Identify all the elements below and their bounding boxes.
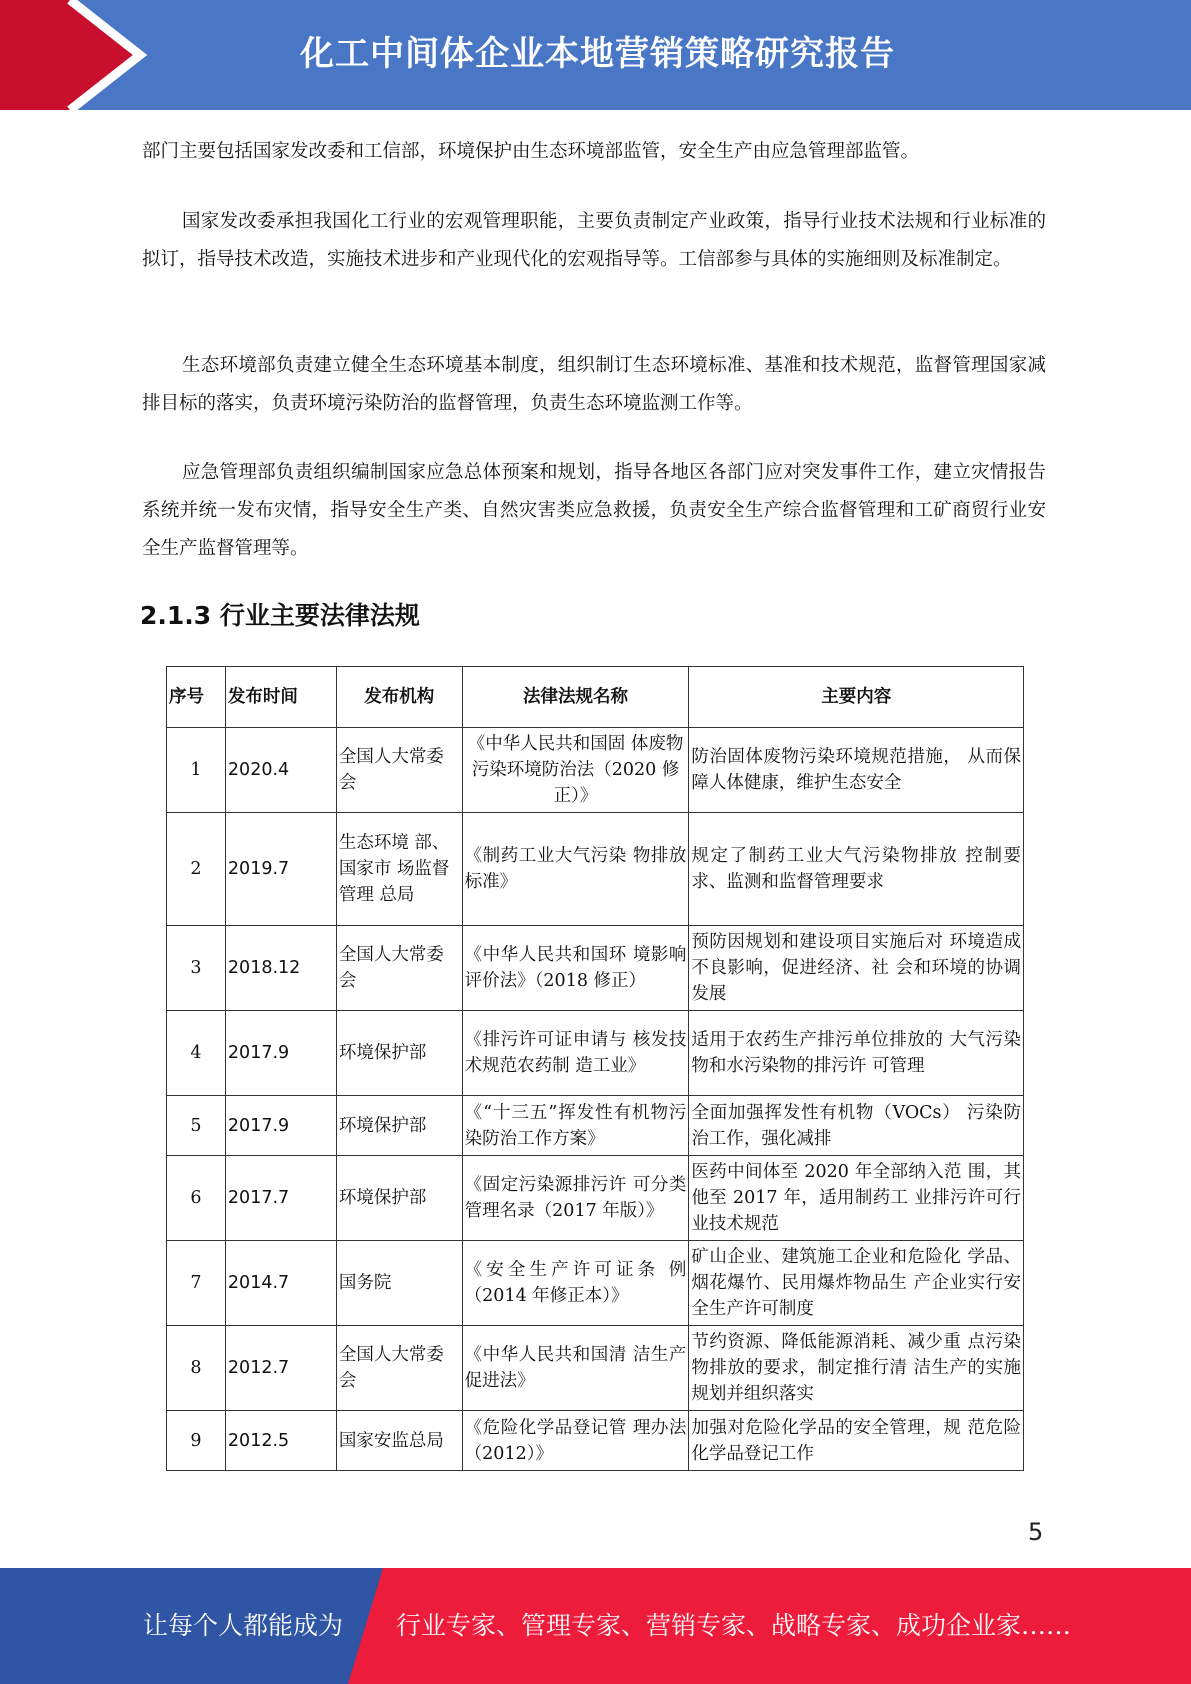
cell-no: 8	[167, 1326, 226, 1411]
table-row	[167, 1096, 1024, 1156]
cell-content: 加强对危险化学品的安全管理，规 范危险化学品登记工作	[689, 1411, 1024, 1471]
cell-date: 2012.7	[225, 1326, 336, 1411]
table-row	[167, 813, 1024, 926]
cell-date: 2017.7	[225, 1156, 336, 1241]
cell-issuer: 国务院	[336, 1241, 462, 1326]
cell-content: 适用于农药生产排污单位排放的 大气污染物和水污染物的排污许 可管理	[689, 1011, 1024, 1096]
cell-no: 3	[167, 926, 226, 1011]
cell-issuer: 全国人大常委会	[336, 926, 462, 1011]
cell-issuer: 环境保护部	[336, 1096, 462, 1156]
cell-issuer: 环境保护部	[336, 1156, 462, 1241]
header-issuer: 发布机构	[336, 667, 462, 728]
cell-name: 《“十三五”挥发性有机物污染防治工作方案》	[462, 1096, 689, 1156]
table-row	[167, 926, 1024, 1011]
cell-name: 《排污许可证申请与 核发技术规范农药制 造工业》	[462, 1011, 689, 1096]
cell-name: 《安全生产许可证条 例（2014 年修正本）》	[462, 1241, 689, 1326]
header-content: 主要内容	[689, 667, 1024, 728]
cell-date: 2020.4	[225, 728, 336, 813]
cell-content: 防治固体废物污染环境规范措施， 从而保障人体健康，维护生态安全	[689, 728, 1024, 813]
cell-no: 7	[167, 1241, 226, 1326]
cell-no: 5	[167, 1096, 226, 1156]
cell-name: 《制药工业大气污染 物排放标准》	[462, 813, 689, 926]
cell-issuer: 全国人大常委会	[336, 728, 462, 813]
paragraph-2: 国家发改委承担我国化工行业的宏观管理职能，主要负责制定产业政策，指导行业技术法规和行业标准的拟订，指导技术改造，实施技术进步和产业现代化的宏观指导等。工信部参与具体的实施细则及标准制定。	[142, 211, 1046, 270]
table-row	[167, 1241, 1024, 1326]
cell-name: 《固定污染源排污许 可分类管理名录（2017 年版）》	[462, 1156, 689, 1241]
cell-no: 2	[167, 813, 226, 926]
cell-no: 4	[167, 1011, 226, 1096]
paragraph-1: 部门主要包括国家发改委和工信部，环境保护由生态环境部监管，安全生产由应急管理部监管。	[142, 141, 920, 162]
cell-date: 2019.7	[225, 813, 336, 926]
page-number: 5	[1028, 1518, 1044, 1546]
cell-content: 规定了制药工业大气污染物排放 控制要求、监测和监督管理要求	[689, 813, 1024, 926]
cell-issuer: 全国人大常委会	[336, 1326, 462, 1411]
footer-slogan-right: 行业专家、管理专家、营销专家、战略专家、成功企业家……	[396, 1611, 1072, 1640]
cell-name: 《中华人民共和国固 体废物污染环境防治法（2020 修正）》	[462, 728, 689, 813]
table-row	[167, 1156, 1024, 1241]
cell-name: 《中华人民共和国清 洁生产促进法》	[462, 1326, 689, 1411]
paragraph-3: 生态环境部负责建立健全生态环境基本制度，组织制订生态环境标准、基准和技术规范，监督管理国家减排目标的落实，负责环境污染防治的监督管理，负责生态环境监测工作等。	[142, 355, 1046, 414]
header-no: 序号	[167, 667, 226, 728]
cell-content: 矿山企业、建筑施工企业和危险化 学品、烟花爆竹、民用爆炸物品生 产企业实行安全生产许可制度	[689, 1241, 1024, 1326]
table-row	[167, 1411, 1024, 1471]
section-heading: 2.1.3 行业主要法律法规	[140, 601, 420, 630]
cell-issuer: 生态环境 部、国家市 场监督管理 总局	[336, 813, 462, 926]
cell-name: 《危险化学品登记管 理办法（2012）》	[462, 1411, 689, 1471]
cell-no: 1	[167, 728, 226, 813]
header-name: 法律法规名称	[462, 667, 689, 728]
header-date: 发布时间	[225, 667, 336, 728]
cell-content: 预防因规划和建设项目实施后对 环境造成不良影响，促进经济、社 会和环境的协调发展	[689, 926, 1024, 1011]
cell-issuer: 环境保护部	[336, 1011, 462, 1096]
table-row	[167, 728, 1024, 813]
cell-content: 医药中间体至 2020 年全部纳入范 围，其他至 2017 年，适用制药工 业排污许可行业技术规范	[689, 1156, 1024, 1241]
paragraph-4: 应急管理部负责组织编制国家应急总体预案和规划，指导各地区各部门应对突发事件工作，建立灾情报告系统并统一发布灾情，指导安全生产类、自然灾害类应急救援，负责安全生产综合监督管理和工矿商贸行业安全生产监督管理等。	[142, 462, 1046, 559]
cell-content: 全面加强挥发性有机物（VOCs） 污染防治工作，强化减排	[689, 1096, 1024, 1156]
table-header-row	[167, 667, 1024, 728]
laws-table	[166, 666, 1024, 1471]
cell-date: 2017.9	[225, 1096, 336, 1156]
cell-date: 2012.5	[225, 1411, 336, 1471]
table-row	[167, 1011, 1024, 1096]
cell-no: 9	[167, 1411, 226, 1471]
cell-date: 2017.9	[225, 1011, 336, 1096]
footer-slogan-left: 让每个人都能成为	[143, 1611, 344, 1640]
cell-issuer: 国家安监总局	[336, 1411, 462, 1471]
report-title: 化工中间体企业本地营销策略研究报告	[300, 34, 895, 74]
cell-name: 《中华人民共和国环 境影响评价法》（2018 修正）	[462, 926, 689, 1011]
cell-date: 2018.12	[225, 926, 336, 1011]
page-footer	[0, 1568, 1191, 1684]
cell-content: 节约资源、降低能源消耗、减少重 点污染物排放的要求，制定推行清 洁生产的实施规划并组织落实	[689, 1326, 1024, 1411]
page-header	[0, 0, 1191, 110]
cell-no: 6	[167, 1156, 226, 1241]
table-row	[167, 1326, 1024, 1411]
cell-date: 2014.7	[225, 1241, 336, 1326]
